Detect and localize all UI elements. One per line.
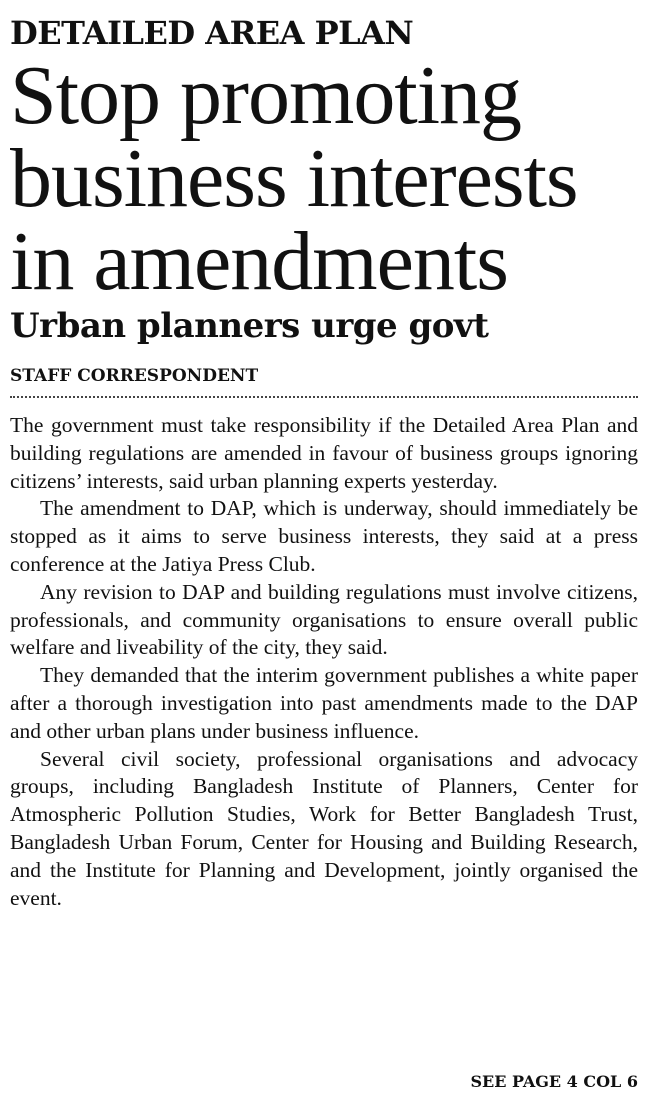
dotted-divider [10,396,638,398]
article-paragraph: Several civil society, professional organisations and advocacy groups, including Bangladesh Institute of Planners, Center for Atmospheric Pollution Studies, Work for Better Bangladesh Trust, Bangladesh Urban Forum, Center for Housing and Building Research, and the Institute for Planning and Development, jointly organised the event. [10,746,638,910]
article-kicker: DETAILED AREA PLAN [10,14,414,52]
news-article [10,14,638,912]
article-paragraph: The government must take responsibility if the Detailed Area Plan and building regulations are amended in favour of business groups ignoring citizens’ interests, said urban planning experts yesterday. [10,413,638,493]
article-headline: Stop promoting business interests in amendments [10,49,578,308]
article-subheadline: Urban planners urge govt [10,306,489,346]
article-paragraph: Any revision to DAP and building regulations must involve citizens, professionals, and community organisations to ensure overall public welfare and liveability of the city, they said. [10,579,638,660]
article-paragraph: They demanded that the interim government publishes a white paper after a thorough investigation into past amendments made to the DAP and other urban plans under business influence. [10,663,638,743]
article-body [10,412,638,912]
article-paragraph: The amendment to DAP, which is underway, should immediately be stopped as it aims to serve business interests, they said at a press conference at the Jatiya Press Club. [10,496,638,576]
continued-jump-line: SEE PAGE 4 COL 6 [470,1072,638,1091]
article-byline: STAFF CORRESPONDENT [10,366,259,386]
